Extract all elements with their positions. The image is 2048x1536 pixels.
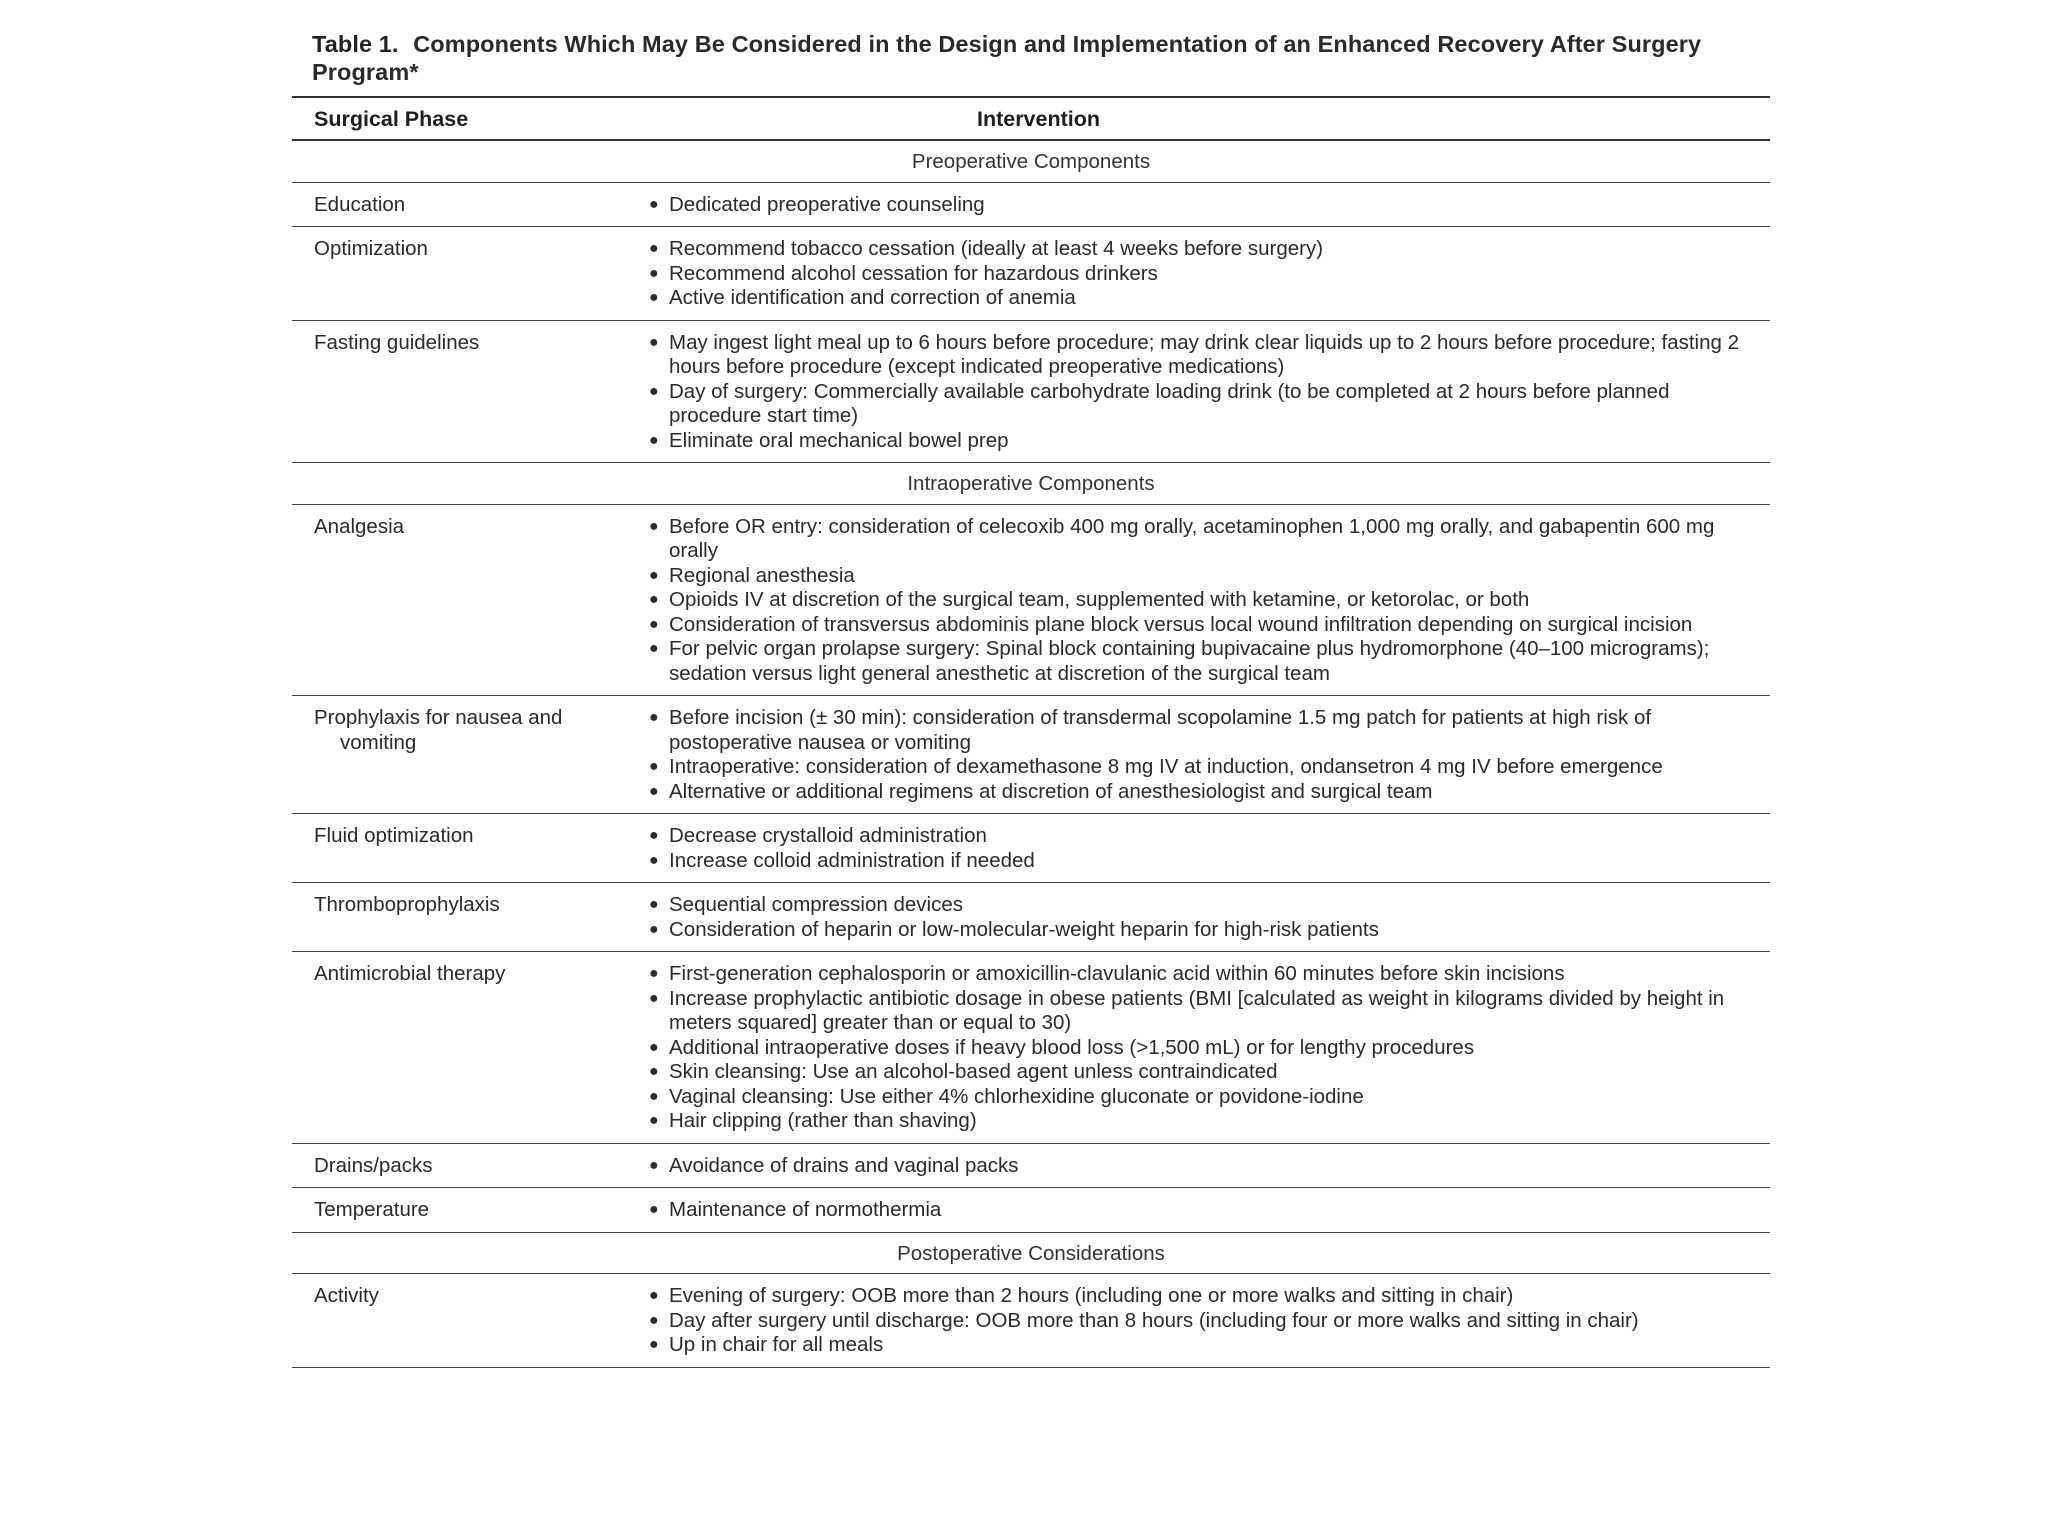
table-caption-text: Components Which May Be Considered in the Design and Implementation of an Enhanced Recovery After Surgery Program* (312, 31, 1702, 85)
bullet-icon: ● (649, 1112, 659, 1129)
intervention-item (649, 193, 1752, 218)
intervention-cell (637, 320, 1770, 463)
bullet-icon: ● (649, 709, 659, 726)
bullet-icon: ● (649, 615, 659, 633)
intervention-item (649, 429, 1752, 454)
intervention-item (649, 564, 1752, 589)
phase-cell (292, 1143, 637, 1188)
intervention-item (649, 755, 1752, 780)
intervention-item (649, 331, 1752, 380)
bullet-icon: ● (649, 240, 659, 257)
intervention-item (649, 637, 1752, 686)
intervention-cell (637, 182, 1770, 227)
table-row (292, 182, 1770, 227)
intervention-cell (637, 952, 1770, 1144)
intervention-list (637, 331, 1752, 454)
intervention-list (637, 893, 1752, 942)
intervention-text: Up in chair for all meals (669, 1333, 884, 1356)
intervention-cell (637, 696, 1770, 814)
intervention-text: Opioids IV at discretion of the surgical team, supplemented with ketamine, or ketorolac, or both (669, 588, 1530, 611)
intervention-text: Consideration of heparin or low-molecular-weight heparin for high-risk patients (669, 917, 1379, 941)
bullet-icon: ● (649, 1063, 659, 1080)
bullet-icon: ● (649, 782, 659, 800)
intervention-item (649, 824, 1752, 849)
bullet-icon: ● (649, 289, 659, 306)
intervention-text: Recommend alcohol cessation for hazardous drinkers (669, 261, 1158, 285)
bullet-icon: ● (649, 264, 659, 282)
phase-label: Optimization (314, 237, 428, 260)
intervention-text: Intraoperative: consideration of dexamethasone 8 mg IV at induction, ondansetron 4 mg IV before emergence (669, 755, 1663, 778)
bullet-icon: ● (649, 195, 659, 213)
table-row (292, 227, 1770, 321)
intervention-text: Eliminate oral mechanical bowel prep (669, 428, 1009, 452)
intervention-item (649, 1109, 1752, 1134)
phase-label: Prophylaxis for nausea and (314, 706, 563, 729)
bullet-icon: ● (649, 896, 659, 913)
intervention-cell (637, 883, 1770, 952)
intervention-item (649, 588, 1752, 613)
intervention-text: Active identification and correction of anemia (669, 286, 1076, 309)
intervention-list (637, 824, 1752, 873)
bullet-icon: ● (649, 382, 659, 400)
intervention-cell (637, 227, 1770, 321)
section-title: Intraoperative Components (292, 463, 1770, 505)
eras-components-table (292, 96, 1770, 1368)
intervention-item (649, 262, 1752, 287)
intervention-cell (637, 504, 1770, 696)
phase-cell (292, 320, 637, 463)
phase-label: Drains/packs (314, 1153, 433, 1177)
intervention-text: Before OR entry: consideration of celecoxib 400 mg orally, acetaminophen 1,000 mg orally, and gabapentin 600 mg orally (669, 514, 1715, 562)
intervention-text: Decrease crystalloid administration (669, 824, 987, 847)
bullet-icon: ● (649, 827, 659, 844)
intervention-text: First-generation cephalosporin or amoxicillin-clavulanic acid within 60 minutes before skin incisions (669, 962, 1565, 985)
phase-cell (292, 504, 637, 696)
phase-cell (292, 696, 637, 814)
bullet-icon: ● (649, 758, 659, 775)
intervention-cell (637, 1274, 1770, 1368)
table-row (292, 1274, 1770, 1368)
intervention-text: Increase colloid administration if needed (669, 848, 1035, 872)
section-row (292, 1232, 1770, 1274)
phase-label: Education (314, 192, 406, 216)
intervention-text: Dedicated preoperative counseling (669, 192, 985, 216)
intervention-item (649, 1309, 1752, 1334)
intervention-item (649, 849, 1752, 874)
intervention-item (649, 1198, 1752, 1223)
bullet-icon: ● (649, 1311, 659, 1329)
intervention-text: Sequential compression devices (669, 893, 963, 916)
intervention-item (649, 1154, 1752, 1179)
intervention-text: Maintenance of normothermia (669, 1198, 942, 1221)
intervention-list (637, 515, 1752, 687)
bullet-icon: ● (649, 640, 659, 657)
intervention-item (649, 1333, 1752, 1358)
table-header-row (292, 97, 1770, 140)
table-row (292, 952, 1770, 1144)
section-row (292, 140, 1770, 182)
bullet-icon: ● (649, 1287, 659, 1304)
table-row (292, 1143, 1770, 1188)
intervention-item (649, 893, 1752, 918)
intervention-list (637, 193, 1752, 218)
phase-label: Activity (314, 1284, 379, 1307)
intervention-item (649, 1085, 1752, 1110)
intervention-text: Regional anesthesia (669, 563, 855, 587)
phase-cell (292, 952, 637, 1144)
section-row (292, 463, 1770, 505)
intervention-list (637, 237, 1752, 311)
intervention-text: Alternative or additional regimens at discretion of anesthesiologist and surgical team (669, 779, 1433, 803)
intervention-item (649, 380, 1752, 429)
intervention-text: Day of surgery: Commercially available carbohydrate loading drink (to be completed at 2 hours before planned procedure start time) (669, 379, 1670, 427)
intervention-text: May ingest light meal up to 6 hours before procedure; may drink clear liquids up to 2 hours before procedure; fasting 2 hours before procedure (except indicated preoperative medications) (669, 330, 1740, 378)
phase-label-continued: vomiting (340, 730, 417, 754)
bullet-icon: ● (649, 1087, 659, 1105)
bullet-icon: ● (649, 431, 659, 449)
phase-cell (292, 883, 637, 952)
intervention-item (649, 918, 1752, 943)
intervention-text: Avoidance of drains and vaginal packs (669, 1153, 1019, 1177)
phase-cell (292, 1188, 637, 1233)
header-intervention: Intervention (637, 97, 1770, 140)
table-caption-label: Table 1. (312, 31, 399, 57)
bullet-icon: ● (649, 333, 659, 351)
intervention-text: Skin cleansing: Use an alcohol-based agent unless contraindicated (669, 1060, 1278, 1083)
intervention-item (649, 987, 1752, 1036)
intervention-list (637, 962, 1752, 1134)
bullet-icon: ● (649, 920, 659, 938)
intervention-list (637, 1284, 1752, 1358)
intervention-text: Consideration of transversus abdominis plane block versus local wound infiltration depending on surgical incision (669, 612, 1693, 636)
intervention-item (649, 780, 1752, 805)
table-row (292, 814, 1770, 883)
section-title: Postoperative Considerations (292, 1232, 1770, 1274)
intervention-item (649, 613, 1752, 638)
bullet-icon: ● (649, 965, 659, 982)
intervention-item (649, 286, 1752, 311)
intervention-item (649, 237, 1752, 262)
phase-cell (292, 814, 637, 883)
bullet-icon: ● (649, 1038, 659, 1056)
phase-label: Thromboprophylaxis (314, 893, 500, 916)
table-document (292, 30, 1770, 1368)
intervention-cell (637, 1143, 1770, 1188)
intervention-cell (637, 1188, 1770, 1233)
intervention-item (649, 515, 1752, 564)
phase-cell (292, 227, 637, 321)
intervention-text: Hair clipping (rather than shaving) (669, 1109, 977, 1132)
bullet-icon: ● (649, 1336, 659, 1353)
intervention-text: Recommend tobacco cessation (ideally at least 4 weeks before surgery) (669, 237, 1324, 260)
intervention-text: Day after surgery until discharge: OOB more than 8 hours (including four or more walks and sitting in chair) (669, 1308, 1639, 1332)
intervention-list (637, 1198, 1752, 1223)
bullet-icon: ● (649, 591, 659, 608)
bullet-icon: ● (649, 517, 659, 535)
table-body (292, 140, 1770, 1367)
phase-cell (292, 182, 637, 227)
table-row (292, 883, 1770, 952)
bullet-icon: ● (649, 851, 659, 869)
intervention-text: Evening of surgery: OOB more than 2 hours (including one or more walks and sitting in chair) (669, 1284, 1514, 1307)
phase-label: Temperature (314, 1198, 430, 1221)
intervention-cell (637, 814, 1770, 883)
bullet-icon: ● (649, 1201, 659, 1218)
intervention-list (637, 706, 1752, 804)
table-row (292, 1188, 1770, 1233)
bullet-icon: ● (649, 566, 659, 584)
intervention-item (649, 706, 1752, 755)
table-row (292, 320, 1770, 463)
phase-label: Fasting guidelines (314, 330, 480, 354)
table-row (292, 696, 1770, 814)
intervention-text: Increase prophylactic antibiotic dosage in obese patients (BMI [calculated as weight in kilograms divided by height in meters squared] greater than or equal to 30) (669, 986, 1725, 1034)
bullet-icon: ● (649, 989, 659, 1007)
intervention-item (649, 1284, 1752, 1309)
intervention-text: Vaginal cleansing: Use either 4% chlorhexidine gluconate or povidone-iodine (669, 1084, 1364, 1108)
header-surgical-phase: Surgical Phase (292, 97, 637, 140)
intervention-text: Before incision (± 30 min): consideration of transdermal scopolamine 1.5 mg patch for patients at high risk of postoperative nausea or vomiting (669, 706, 1652, 754)
phase-label: Analgesia (314, 514, 405, 538)
intervention-item (649, 1060, 1752, 1085)
intervention-item (649, 962, 1752, 987)
phase-label: Fluid optimization (314, 824, 474, 847)
table-row (292, 504, 1770, 696)
intervention-item (649, 1036, 1752, 1061)
intervention-text: For pelvic organ prolapse surgery: Spinal block containing bupivacaine plus hydromorphone (40–100 micrograms); sedation versus light general anesthetic at discretion of the surgical team (669, 637, 1710, 685)
bullet-icon: ● (649, 1156, 659, 1174)
intervention-list (637, 1154, 1752, 1179)
section-title: Preoperative Components (292, 140, 1770, 182)
table-caption (292, 30, 1770, 86)
phase-label: Antimicrobial therapy (314, 962, 506, 985)
phase-cell (292, 1274, 637, 1368)
intervention-text: Additional intraoperative doses if heavy blood loss (>1,500 mL) or for lengthy procedures (669, 1035, 1475, 1059)
